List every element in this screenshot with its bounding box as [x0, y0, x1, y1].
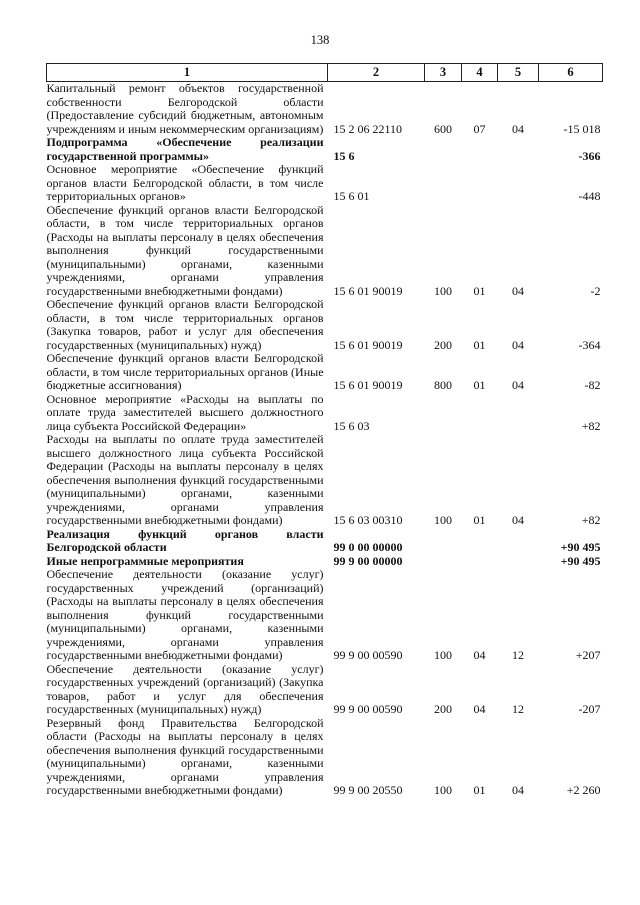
row-code-cell: 15 2 06 22110 [333, 121, 403, 136]
row-name-cell: Реализация функций органов власти Белгородской области [46, 526, 324, 554]
row-col3-cell [425, 163, 462, 204]
page-number: 138 [310, 33, 330, 47]
table-row [47, 663, 603, 717]
row-name-cell: Резервный фонд Правительства Белгородской области (Расходы на выплаты персоналу в целях обеспечения выполнения функций государственными (муниципальными) органами, казенными учреждениями, органами управления государственными внебюджетными фондами) [46, 715, 324, 797]
row-amount-cell: +2 260 [566, 783, 601, 797]
row-col5-cell: 04 [512, 378, 524, 392]
row-col4-cell: 01 [473, 513, 486, 527]
row-amount-cell: -15 018 [563, 121, 601, 136]
row-code-cell: 15 6 01 90019 [333, 378, 403, 392]
row-col3-cell: 600 [434, 121, 452, 136]
table-row [47, 298, 603, 352]
table-row [47, 82, 603, 137]
row-amount-cell: +82 [581, 513, 601, 527]
row-amount-cell: +90 495 [560, 553, 601, 568]
row-col3-cell [425, 555, 462, 569]
row-code-cell: 15 6 03 00310 [333, 513, 403, 527]
row-col3-cell: 800 [434, 378, 452, 392]
row-name-cell: Иные непрограммные мероприятия [46, 553, 244, 568]
table-row [47, 555, 603, 569]
row-code-cell: 99 0 00 00000 [333, 540, 403, 554]
header-cell-2: 2 [328, 64, 425, 82]
table-row [47, 717, 603, 798]
row-col4-cell: 07 [473, 121, 486, 136]
row-amount-cell: +82 [581, 418, 601, 433]
row-col5-cell [498, 528, 539, 555]
row-col4-cell [462, 555, 498, 569]
table-row [47, 433, 603, 528]
row-col5-cell: 04 [512, 121, 524, 136]
row-col3-cell: 100 [434, 283, 452, 298]
row-col4-cell: 01 [473, 783, 486, 797]
row-col5-cell: 12 [512, 702, 524, 716]
row-name-cell: Подпрограмма «Обеспечение реализации государственной программы» [46, 135, 324, 163]
row-col3-cell [425, 528, 462, 555]
row-col5-cell: 04 [512, 783, 524, 797]
row-col3-cell: 100 [434, 648, 452, 662]
row-col3-cell: 100 [434, 513, 452, 527]
row-col4-cell [462, 393, 498, 434]
row-amount-cell: +90 495 [560, 540, 601, 554]
row-amount-cell: -207 [578, 702, 601, 716]
row-col4-cell: 01 [473, 337, 486, 352]
row-col4-cell: 01 [473, 283, 486, 298]
row-name-cell: Расходы на выплаты по оплате труда заместителей высшего должностного лица субъекта Российской Федерации (Расходы на выплаты персоналу в целях обеспечения выполнения функций государственными (муниципальными) органами, казенными учреждениями, органами управления государственными внебюджетными фондами) [46, 432, 324, 527]
table-row [47, 204, 603, 299]
header-cell-1: 1 [47, 64, 328, 82]
row-col3-cell: 200 [434, 337, 452, 352]
row-code-cell: 15 6 01 90019 [333, 283, 403, 298]
row-code-cell: 99 9 00 00590 [333, 702, 403, 716]
budget-table [46, 63, 603, 798]
row-code-cell: 15 6 01 90019 [333, 337, 403, 352]
row-col4-cell [462, 528, 498, 555]
row-col5-cell [498, 555, 539, 569]
row-col3-cell: 100 [434, 783, 452, 797]
row-col5-cell [498, 393, 539, 434]
table-header-row [47, 64, 603, 82]
row-name-cell: Обеспечение функций органов власти Белгородской области, в том числе территориальных органов (Иные бюджетные ассигнования) [46, 351, 324, 392]
row-amount-cell: -366 [578, 148, 601, 163]
row-code-cell: 99 9 00 00000 [333, 553, 403, 568]
table-row [47, 568, 603, 663]
row-col4-cell: 01 [473, 378, 486, 392]
row-name-cell: Обеспечение функций органов власти Белгородской области, в том числе территориальных органов (Расходы на выплаты персоналу в целях обеспечения выполнения функций государственными (муниципальными) органами, казенными учреждениями, органами управления государственными внебюджетными фондами) [46, 202, 324, 298]
row-amount-cell: -364 [578, 337, 601, 352]
header-cell-4: 4 [462, 64, 498, 82]
row-col5-cell [498, 163, 539, 204]
row-col5-cell: 04 [512, 283, 524, 298]
row-code-cell: 99 9 00 20550 [333, 783, 403, 797]
header-cell-3: 3 [425, 64, 462, 82]
row-name-cell: Обеспечение деятельности (оказание услуг) государственных учреждений (организаций) (Расходы на выплаты персоналу в целях обеспечения выполнения функций государственными (муниципальными) органами, казенными учреждениями, органами управления государственными внебюджетными фондами) [46, 567, 324, 662]
row-col3-cell [425, 136, 462, 163]
row-col3-cell [425, 393, 462, 434]
row-code-cell: 15 6 [333, 148, 355, 163]
row-name-cell: Основное мероприятие «Расходы на выплаты по оплате труда заместителей высшего должностного лица субъекта Российской Федерации» [46, 391, 324, 433]
table-row [47, 163, 603, 204]
row-col4-cell [462, 163, 498, 204]
table-row [47, 528, 603, 555]
row-col4-cell: 04 [473, 648, 486, 662]
row-code-cell: 99 9 00 00590 [333, 648, 403, 662]
row-amount-cell: -82 [584, 378, 601, 392]
row-name-cell: Обеспечение деятельности (оказание услуг) государственных учреждений (организаций) (Закупка товаров, работ и услуг для обеспечения государственных (муниципальных) нужд) [46, 661, 324, 716]
row-col5-cell [498, 136, 539, 163]
row-amount-cell: -448 [578, 189, 601, 203]
row-code-cell: 15 6 01 [333, 189, 370, 203]
row-col5-cell: 04 [512, 337, 524, 352]
row-name-cell: Основное мероприятие «Обеспечение функций органов власти Белгородской области, в том числе территориальных органов» [46, 162, 324, 203]
table-row [47, 393, 603, 434]
row-col5-cell: 12 [512, 648, 524, 662]
table-row [47, 352, 603, 393]
row-name-cell: Обеспечение функций органов власти Белгородской области, в том числе территориальных органов (Закупка товаров, работ и услуг для обеспечения государственных (муниципальных) нужд) [46, 297, 324, 352]
header-cell-6: 6 [539, 64, 603, 82]
row-name-cell: Капитальный ремонт объектов государственной собственности Белгородской области (Предоставление субсидий бюджетным, автономным учреждениям и иным некоммерческим организациям) [46, 81, 324, 136]
row-amount-cell: +207 [575, 648, 601, 662]
row-col4-cell [462, 136, 498, 163]
row-col3-cell: 200 [434, 702, 452, 716]
header-cell-5: 5 [498, 64, 539, 82]
row-amount-cell: -2 [590, 283, 601, 298]
row-code-cell: 15 6 03 [333, 418, 370, 433]
row-col5-cell: 04 [512, 513, 524, 527]
table-row [47, 136, 603, 163]
row-col4-cell: 04 [473, 702, 486, 716]
